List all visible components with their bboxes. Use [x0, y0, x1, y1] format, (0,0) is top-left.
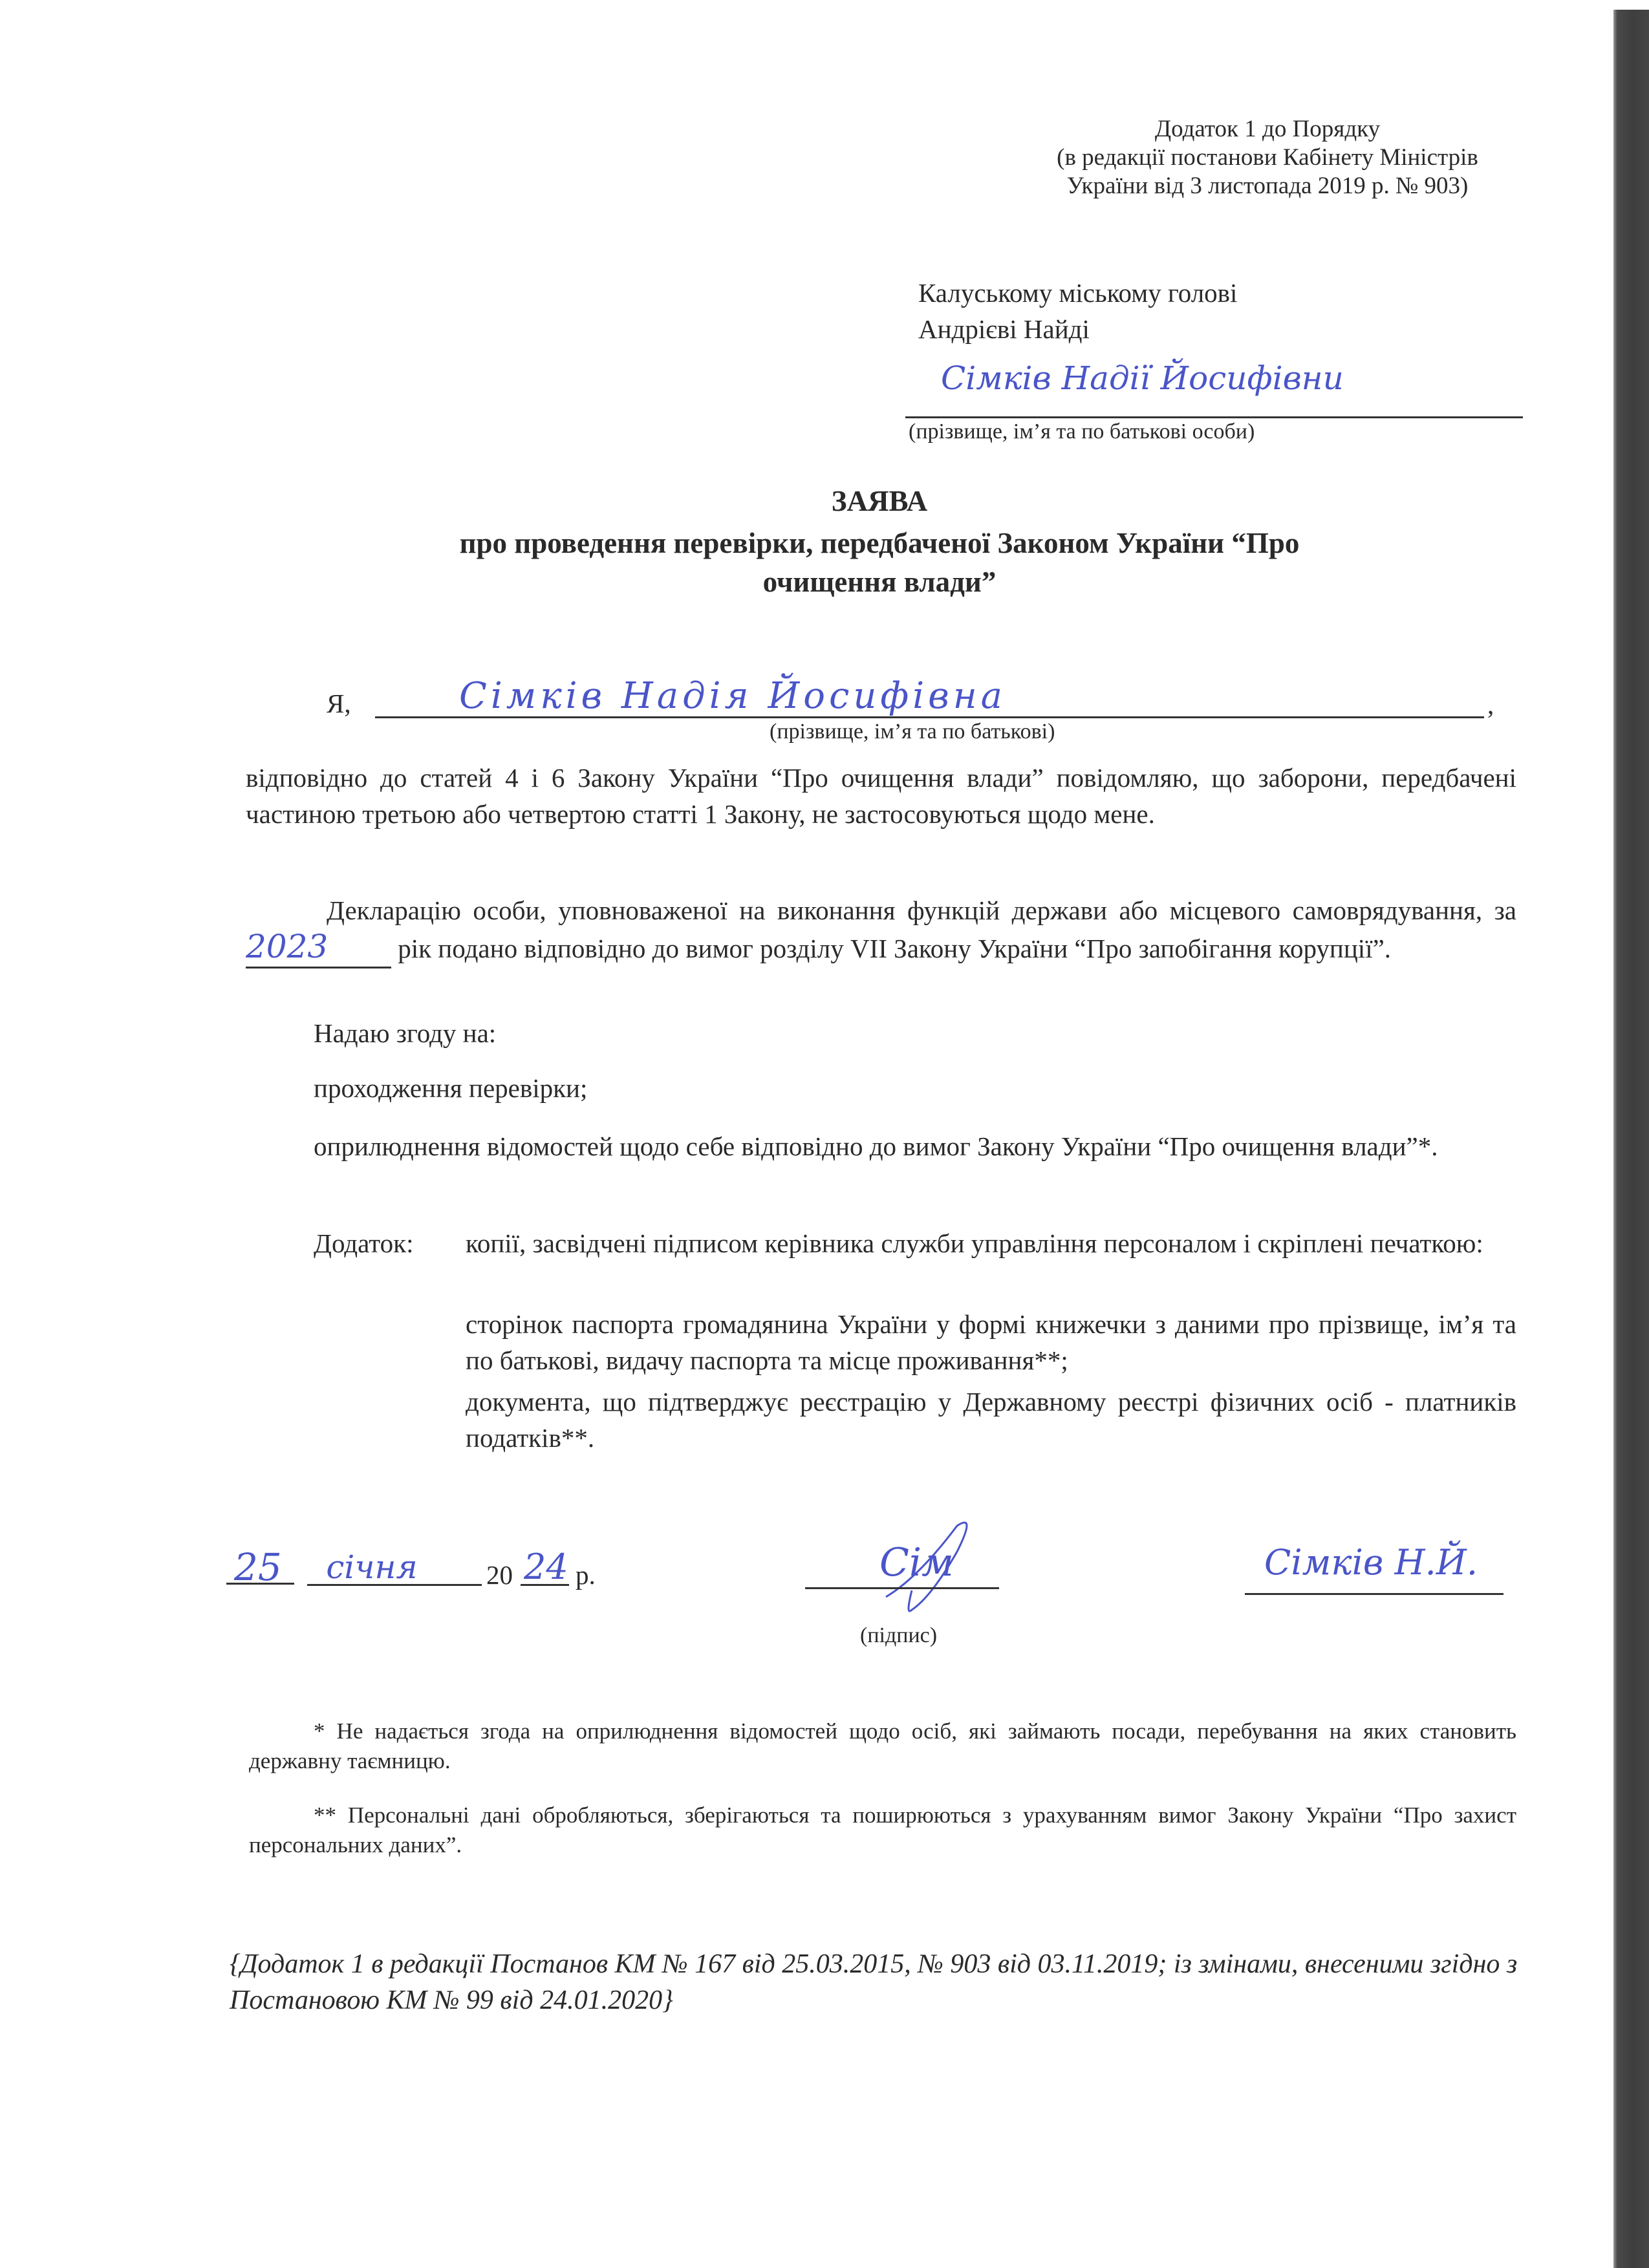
sender-name-caption: (прізвище, ім’я та по батькові особи)	[909, 420, 1255, 444]
document-subtitle-1: про проведення перевірки, передбаченої Законом України “Про	[459, 527, 1300, 559]
consent-heading: Надаю згоду на:	[314, 1018, 497, 1048]
sender-name-underline	[905, 416, 1523, 418]
attachment-item: копії, засвідчені підписом керівника служби управління персоналом і скріплені печаткою:	[466, 1228, 1483, 1258]
scanner-edge-shadow	[1613, 10, 1649, 2268]
date-day[interactable]: 25	[234, 1545, 282, 1589]
consent-item-publication: оприлюднення відомостей щодо себе відповідно до вимог Закону України “Про очищення влади”*.	[314, 1131, 1438, 1161]
document-subtitle-2: очищення влади”	[762, 566, 997, 598]
date-year-suffix[interactable]: 24	[524, 1546, 568, 1587]
signer-short-name[interactable]: Сімків Н.Й.	[1264, 1542, 1478, 1583]
addressee-block	[918, 275, 1539, 347]
document-title: ЗАЯВА	[831, 485, 928, 517]
applicant-handwritten-name[interactable]: Сімків Надія Йосифівна	[459, 675, 1007, 717]
signature-underline	[805, 1587, 999, 1589]
addressee-handwritten-sender[interactable]: Сімків Надії Йосифівни	[941, 359, 1344, 397]
signer-name-underline	[1245, 1593, 1503, 1595]
date-year-prefix: 20	[486, 1560, 513, 1590]
statement-paragraph: відповідно до статей 4 і 6 Закону України “Про очищення влади” повідомляю, що заборони, передбачені частиною третьою або четвертою статті 1 Закону, не застосовуються щодо мене.	[246, 763, 1516, 829]
applicant-name-caption: (прізвище, ім’я та по батькові)	[770, 720, 1055, 744]
attachments-label: Додаток:	[314, 1228, 414, 1258]
applicant-name-underline	[375, 716, 1484, 718]
addressee-name: Андрієві Найді	[918, 314, 1090, 344]
appendix-reference	[1009, 115, 1526, 200]
declaration-year-value: 2023	[246, 928, 329, 965]
attachment-item: сторінок паспорта громадянина України у формі книжечки з даними про прізвище, ім’я та по батькові, видачу паспорта та місце проживання**;	[466, 1309, 1516, 1375]
date-month-underline	[307, 1584, 482, 1586]
appendix-line-2: (в редакції постанови Кабінету Міністрів	[1057, 144, 1478, 171]
declaration-year-field[interactable]	[246, 928, 391, 968]
date-year-underline	[521, 1584, 569, 1586]
footnote-2: ** Персональні дані обробляються, зберігаються та поширюються з урахуванням вимог Закону України “Про захист персональних даних”.	[249, 1803, 1516, 1857]
consent-item-verification: проходження перевірки;	[314, 1073, 588, 1103]
signature-mark[interactable]: Сім	[879, 1540, 954, 1585]
date-month[interactable]: січня	[326, 1548, 418, 1586]
applicant-comma: ,	[1487, 690, 1494, 720]
signature-caption: (підпис)	[860, 1623, 938, 1647]
editorial-note: {Додаток 1 в редакції Постанов КМ № 167 від 25.03.2015, № 903 від 03.11.2019; із змінами, внесеними згідно з Постановою КМ № 99 від 24.01.2020}	[230, 1949, 1518, 2015]
appendix-line-3: України від 3 листопада 2019 р. № 903)	[1066, 173, 1469, 199]
appendix-line-1: Додаток 1 до Порядку	[1154, 116, 1381, 142]
declaration-text-before: Декларацію особи, уповноваженої на виконання функцій держави або місцевого самоврядування, за	[327, 895, 1516, 925]
applicant-prefix: Я,	[327, 689, 351, 718]
declaration-paragraph	[246, 892, 1516, 968]
declaration-text-after: рік подано відповідно до вимог розділу VII Закону України “Про запобігання корупції”.	[398, 934, 1392, 963]
date-year-label: р.	[576, 1560, 596, 1590]
addressee-position: Калуському міському голові	[918, 278, 1238, 308]
attachment-item: документа, що підтверджує реєстрацію у Державному реєстрі фізичних осіб - платників податків**.	[466, 1387, 1516, 1453]
signature-flourish-icon	[860, 1513, 989, 1629]
footnote-1: * Не надається згода на оприлюднення відомостей щодо осіб, які займають посади, перебування на яких становить державну таємницю.	[249, 1718, 1516, 1773]
